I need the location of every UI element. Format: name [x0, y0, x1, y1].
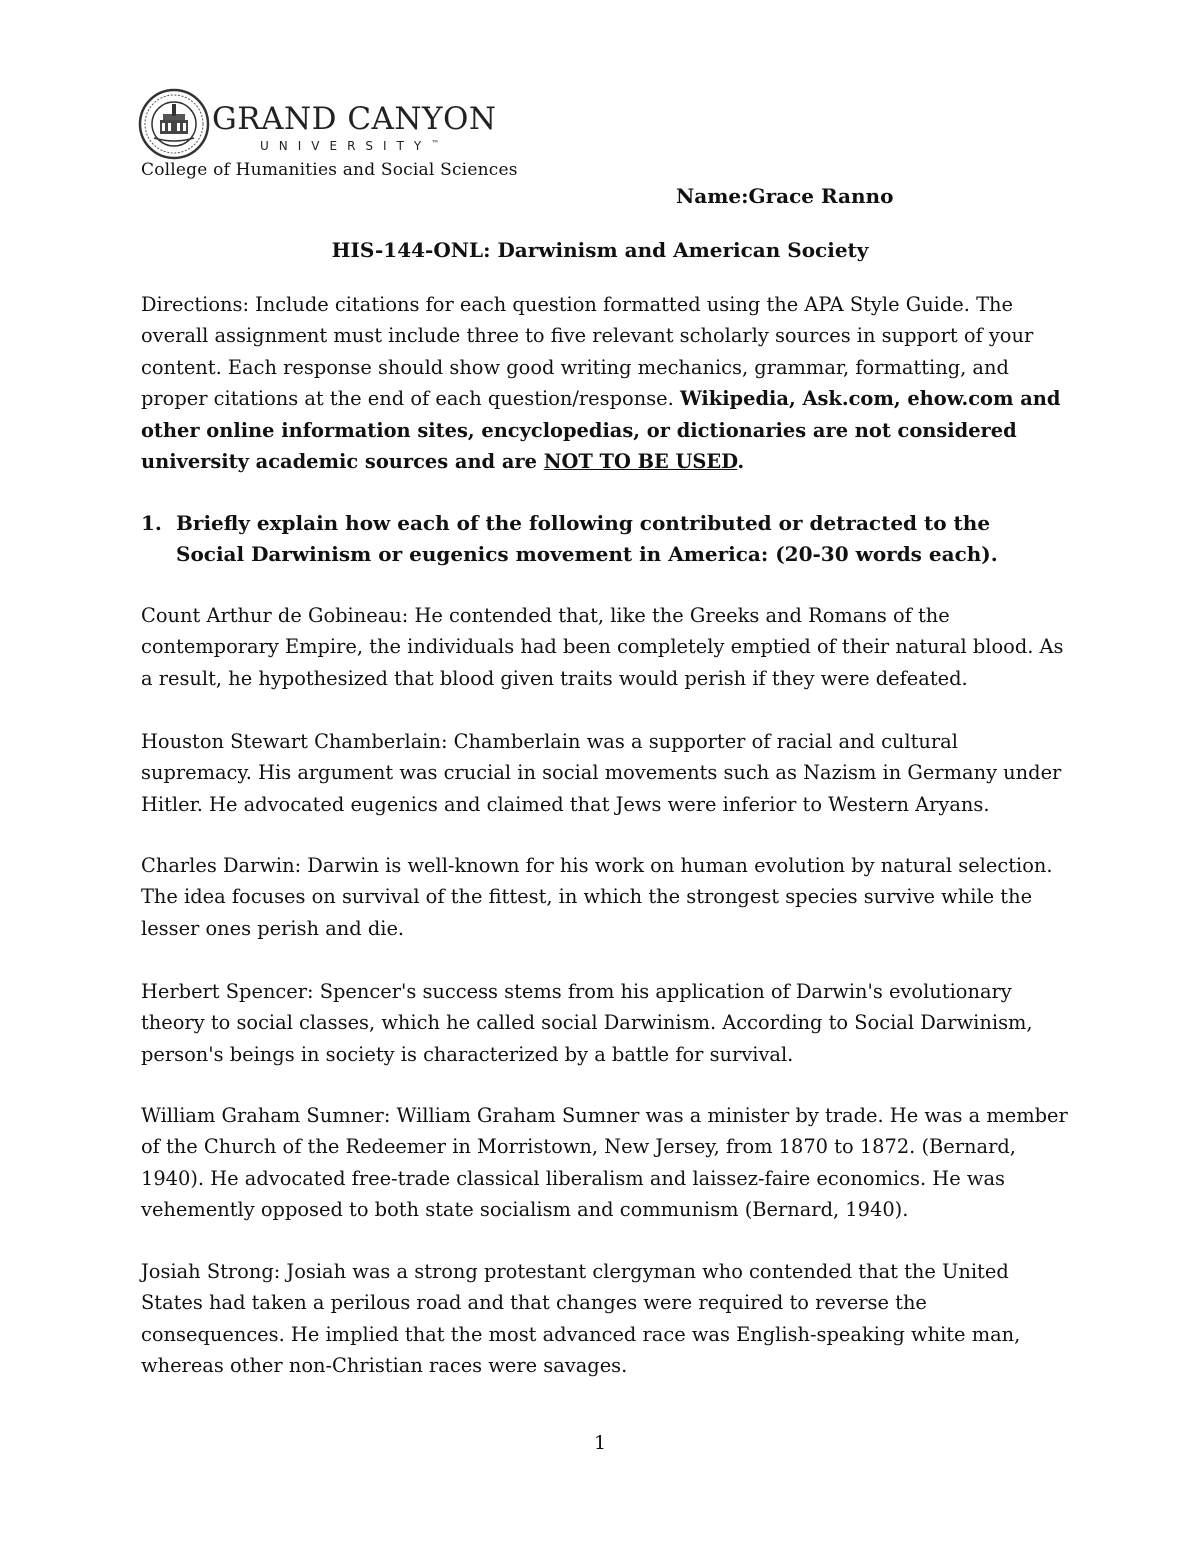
- directions-warning: Wikipedia, Ask.com, ehow.com and other online information sites, encyclopedias, or dictionaries are not considered university academic sources and are: [141, 387, 1061, 474]
- name-label: Name:: [676, 184, 749, 208]
- course-title: HIS-144-ONL: Darwinism and American Society: [331, 238, 869, 262]
- logo-subtitle: UNIVERSITY™: [260, 139, 440, 153]
- logo-wordmark: GRAND CANYON: [212, 101, 497, 137]
- response-spencer: Herbert Spencer: Spencer's success stems from his application of Darwin's evolutionary theory to social classes, which he called social Darwinism. According to Social Darwinism, person's beings in society is characterized by a battle for survival.: [141, 980, 1033, 1066]
- response-strong: Josiah Strong: Josiah was a strong protestant clergyman who contended that the United States had taken a perilous road and that changes were required to reverse the consequences. He implied that the most advanced race was English-speaking white man, whereas other non-Christian races were savages.: [141, 1260, 1021, 1378]
- response-gobineau: Count Arthur de Gobineau: He contended that, like the Greeks and Romans of the contemporary Empire, the individuals had been completely emptied of their natural blood. As a result, he hypothesized that blood given traits would perish if they were defeated.: [141, 604, 1064, 690]
- response-darwin: Charles Darwin: Darwin is well-known for his work on human evolution by natural selection. The idea focuses on survival of the fittest, in which the strongest species survive while the lesser ones perish and die.: [141, 854, 1053, 940]
- directions-paragraph: Directions: Include citations for each question formatted using the APA Style Guide. The overall assignment must include three to five relevant scholarly sources in support of your content. Each response should show good writing mechanics, grammar, formatting, and proper citations at the end of each question/response. Wikipedia, Ask.com, ehow.com and other online information sites, encyclopedias, or dictionaries are not considered university academic sources and are NOT TO BE USED.: [141, 293, 1061, 474]
- university-logo: [138, 88, 497, 162]
- university-seal-icon: [138, 88, 210, 160]
- response-chamberlain: Houston Stewart Chamberlain: Chamberlain was a supporter of racial and cultural supremacy. His argument was crucial in social movements such as Nazism in Germany under Hitler. He advocated eugenics and claimed that Jews were inferior to Western Aryans.: [141, 730, 1062, 816]
- page-number: 1: [593, 1432, 607, 1454]
- question-text: Briefly explain how each of the following contributed or detracted to the Social Darwinism or eugenics movement in America: (20-30 words each).: [176, 511, 998, 567]
- name-value: Grace Ranno: [748, 184, 894, 208]
- directions-not-to-be-used: NOT TO BE USED: [543, 450, 738, 474]
- student-name: [676, 184, 893, 208]
- response-sumner: William Graham Sumner: William Graham Sumner was a minister by trade. He was a member of the Church of the Redeemer in Morristown, New Jersey, from 1870 to 1872. (Bernard, 1940). He advocated free-trade classical liberalism and laissez-faire economics. He was vehemently opposed to both state socialism and communism (Bernard, 1940).: [141, 1104, 1068, 1222]
- college-name: College of Humanities and Social Sciences: [141, 160, 518, 180]
- question-number: 1.: [141, 511, 162, 535]
